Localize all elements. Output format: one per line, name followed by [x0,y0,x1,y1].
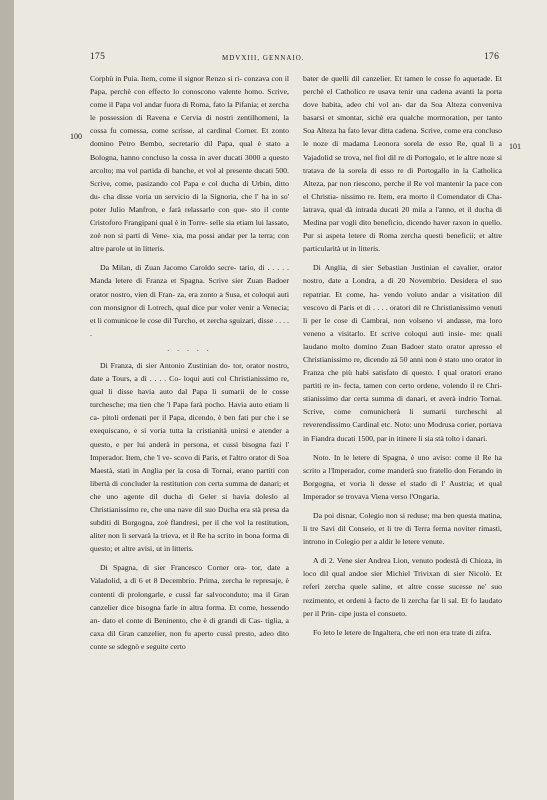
left-column [90,72,289,653]
margin-number-left: 100 [70,132,82,141]
paragraph: Di Spagna, di sier Francesco Corner ora- tor, date a Valadolid, a dì 6 et 8 Decembrio. Prima, zercha le represaje, è contenti di prolongarle, e cussì far salvoconduto; ma il Gran canzelier dice bisogna farle in altra forma. Et come, hessendo an- dato el conte di Beninento, che è di grandi di Cas- tiglia, a caxa dil Gran canzelier, non fu aperto cussì presto, adeo dito conte se sdegnò e seguite certo [90,563,289,651]
page-number-left: 175 [90,52,106,62]
page-number-right: 176 [484,52,500,62]
paragraph: bater de quelli dil canzelier. Et tamen le cosse fo aquetade. Et perchè el Catholico re usava tenir una cadena avanti la porta dove habita, adeo chi vol an- dar da Soa Alteza conveniva basarsi et smontar, sichè era qualche mormoration, per tanto Soa Alteza ha fato levar ditta cadena. Scrive, come era concluso le noze di madama Leonora sorela de esso Re, qual li a Vajadolid se trova, nel fiol dil re di Portogalo, et le altre noze si tratava de la sorela di esso re di Portogallo in la Catholica Alteza, par non riescono, perche il Re vol mantenir la pace con el Christia- nissimo re. Item, era morto il Comendator di Cha- latrava, qual dà intrada ducati 20 mila a l'anno, et il ducha di Medina par vogli dito beneficio, dicendo haver raxon in quello. Pur si aspeta letere di Roma zercha questi beneficii; et altre particularità ut in litteris. [303,74,502,254]
margin-number-right: 101 [509,142,521,151]
right-column [303,72,502,639]
section-separator: . . . . . [167,343,212,353]
running-head: MDVXIII, GENNAIO. [222,54,305,62]
paragraph: Da poi disnar, Colegio non si reduse; ma ben questa matina, li tre Savi dil Conseio, et li tre di Terra ferma noviter rimasti, introno in Colegio per a aldir le letere venute. [303,511,502,547]
page-edge-shadow [0,0,14,800]
paragraph: Di Franza, di sier Antonio Zustinian do- tor, orator nostro, date a Tours, a dì . . . . Co- loqui auti col Christianissimo re, qual li disse havia auto dal Papa li sumarii de le cosse turchesche; ma tien che 'l Papa farà pocho. Havia auto etiam li ca- pitoli ordenati per il Papa, dicendo, è ben fati pur che i se exequiscano, e si voria tutta la cristianità unirsi e atender a questo, e per lui anderà in persona, et cussì bisogna fazi l' Imperador. Item, che 'l ve- scovo di Paris, et l'altro orator di Soa Maestà, stati in Anglia per la cosa di Tornai, erano partiti con libertà di concluder la restitution con certa summa de danari; et che uno agente dil ducha di Geler si havia doleslo al Christianissimo re, che una nave dil suo Ducha era stà presa da subditi di Borgogna, zoè flandresi, per il che vol la restitution, aliter non li servarà la trieva, et il Re ha scrito in bona forma di questo; et altre avisi, ut in litteris. [90,360,289,554]
paragraph: Corphù in Puia. Item, come il signor Renzo si ri- conzava con il Papa, perchè con effecto lo conoscono valente homo. Scrive, come il Papa vol andar fuora di Roma, fato la Pifania; et zercha le possession di Ravena e Cervia di nostri zentilhomeni, la cossa fu comessa, come scrisse, al cardinal Corner. Et zonto domino Petro Bembo, secretario dil Papa, qual è stato a Bologna, hanno concluso la cossa in aver ducati 3000 a questo arcolto; ma vol partida di banche, et vol al presente ducati 500. Scrive, come, pasizando col Papa e col ducha di Urbin, ditto du- cha disse voria un servicio di la Signoria, che l' ha in so' poter Julio Manfron, e farà relassarlo con que- sto il conte Cristoforo Frangipani qual è in Torre- selle sia etiam lui lassato, zoè non si parti di Vene- xia, ma possi andar per la terra; con altre parole ut in litteris. [90,74,289,254]
paragraph: Di Anglia, di sier Sebastian Justinian el cavalier, orator nostro, date a Londra, a dì 20 Novembrio. Desidera el suo repatriar. Et come, ha- vendo voluto andar a visitation dil vescovo di Paris et di . . . . oratori dil re Christianissimo venuti li per le cose di Cambrai, non volseno vi andasse, ma loro veneno a visitarlo. Et scrive coloqui auti insie- me: quali laudano molto domino Zuan Badoer stato orator apresso el Christianissimo re, dicendo zà 50 anni non è stato uno orator in Franza che più habi satisfato di questo. I qual oratori erano partiti re in- fecta, tamen con certo ordene, volendo il re Chri- stianissimo dar certa summa di danari, et averà indrio Tornai. Scrive, come comunicherà li sumarii turcheschi al reverendissimo Cardinal etc. Noto: uno Modrusa corier, portava in Fiandra ducati 1500, par in itinere li sia stà tolto i danari. [303,263,502,443]
paragraph: A dì 2. Vene sier Andrea Lion, venuto podestà di Chioza, in loco dil qual andoe sier Michiel Trivixan di sier Nicolò. Et referì zercha quele saline, et altre cosse sucesse ne' suo rezimento, et ordeni à facto de li zercha far li sal. Et fo laudato per il Prin- cipe justa el consueto. [303,556,502,618]
paragraph: Noto. In le letere di Spagna, è uno aviso: come il Re ha scrito a l'Imperador, come manderà suo fratello don Ferando in Borgogna, et voria li desse el stado di l' Austria; et qual Imperador se trovava Viena verso l'Ongaria. [303,452,502,501]
paragraph: Da Milan, di Zuan Jacomo Caroldo secre- tario, di . . . . . Manda letere di Franza et Spagna. Scrive sier Zuan Badoer orator nostro, vien di Fran- za, era zonto a Susa, et coloqui auti con monsignor di Lotrech, qual dice pur voler venir a Venecia; et li comunicoe le cose dil Turcho, et zercha sguizari, disse . . . . . [90,263,289,338]
paragraph: Fo leto le letere de Ingaltera, che eri non era trate di zifra. [313,627,492,637]
